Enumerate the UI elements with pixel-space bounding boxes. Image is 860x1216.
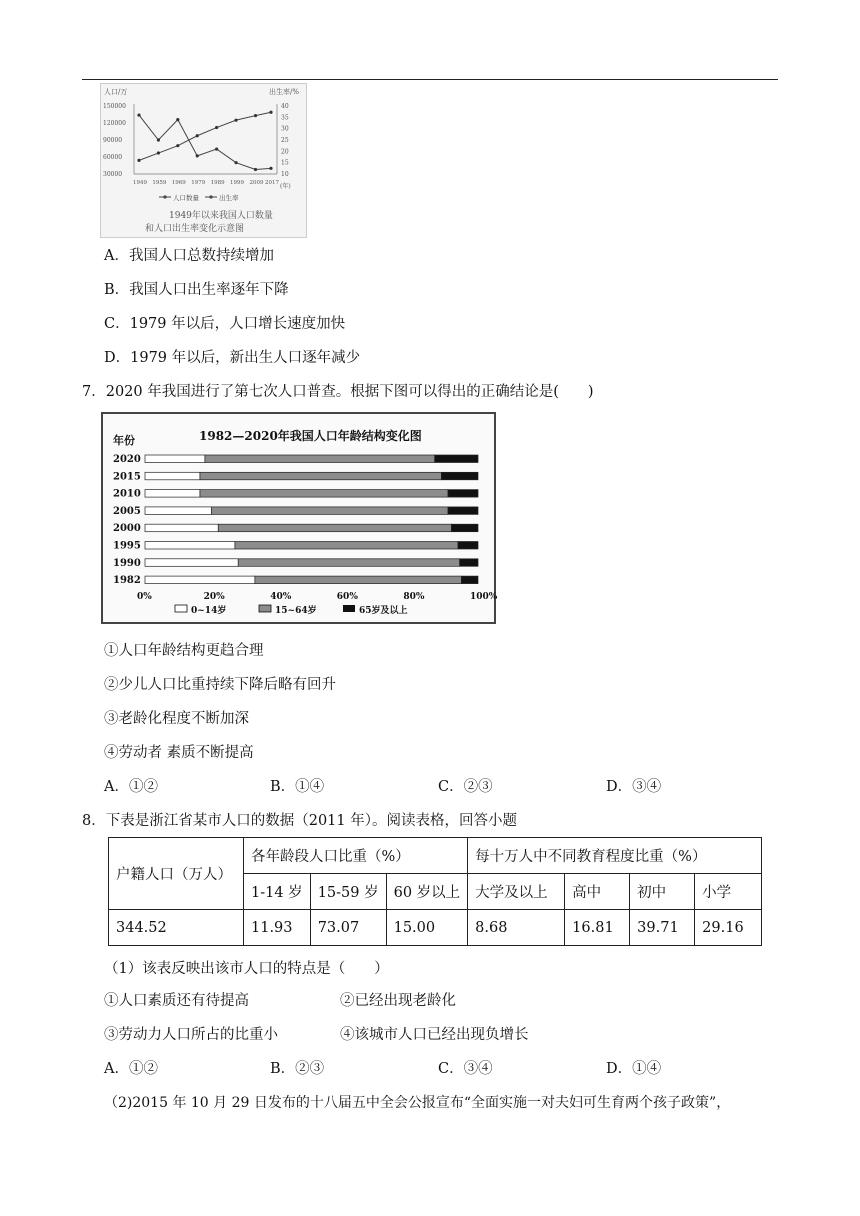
left-tick-label: 150000: [103, 103, 126, 110]
th-edu-university: 大学及以上: [468, 874, 565, 910]
q6-option-c: C．1979 年以后，人口增长速度加快: [104, 316, 346, 332]
left-tick-label: 90000: [103, 137, 123, 144]
x-tick-label: 2017: [265, 180, 279, 186]
category-label: 2020: [113, 454, 141, 465]
series-line-birthrate: [139, 115, 271, 169]
category-label: 2000: [113, 523, 141, 535]
q8-option-a: A．①②: [104, 1061, 158, 1077]
x-tick-label: 0%: [137, 592, 152, 602]
population-point: [254, 114, 257, 117]
bar-segment-elderly: [448, 490, 478, 498]
age-structure-chart: [101, 412, 496, 624]
cell-edu-middle-school: 39.71: [630, 910, 695, 946]
right-axis-label: 出生率/%: [269, 88, 300, 96]
bar-segment-young: [145, 472, 200, 480]
bar-segment-elderly: [435, 455, 478, 463]
bar-segment-working: [200, 490, 448, 498]
bar-segment-young: [145, 524, 218, 532]
left-tick-label: 120000: [103, 120, 126, 127]
bar-segment-elderly: [461, 576, 478, 584]
x-tick-label: 80%: [403, 592, 425, 602]
population-birthrate-svg: [101, 84, 306, 237]
bar-segment-elderly: [441, 472, 478, 480]
right-tick-label: 10: [281, 171, 289, 178]
category-label: 1995: [113, 540, 141, 552]
bar-segment-working: [238, 559, 459, 567]
cell-age-1-14: 11.93: [244, 910, 311, 946]
birthrate-point: [157, 138, 160, 141]
th-edu-middle-school: 初中: [630, 874, 695, 910]
birthrate-point: [215, 147, 218, 150]
bar-segment-elderly: [460, 559, 478, 567]
q8-option-c: C．③④: [438, 1061, 493, 1077]
population-point: [176, 144, 179, 147]
caption-line-1: 1949年以来我国人口数量: [169, 211, 273, 221]
q7-statement-2: ②少儿人口比重持续下降后略有回升: [104, 677, 336, 693]
population-birthrate-chart: [100, 83, 307, 238]
legend-birthrate: 出生率: [219, 194, 239, 202]
bar-segment-young: [145, 559, 238, 567]
bar-segment-young: [145, 455, 205, 463]
q8-option-d: D．①④: [606, 1061, 662, 1077]
q7-statement-3: ③老龄化程度不断加深: [104, 711, 249, 727]
bar-segment-young: [145, 507, 212, 515]
birthrate-point: [137, 113, 140, 116]
cell-edu-high-school: 16.81: [565, 910, 630, 946]
th-edu-primary: 小学: [695, 874, 762, 910]
y-axis-label: 年份: [113, 434, 135, 447]
bar-segment-working: [212, 507, 448, 515]
q7-option-b: B．①④: [270, 779, 325, 795]
birthrate-point: [234, 161, 237, 164]
q8-sub2: （2)2015 年 10 月 29 日发布的十八届五中全会公报宣布“全面实施一对夫妇可生育两个孩子政策”，: [104, 1095, 731, 1111]
cell-edu-primary: 29.16: [695, 910, 762, 946]
th-population: 户籍人口（万人）: [109, 838, 244, 910]
x-tick-label: 2009: [249, 180, 264, 186]
birthrate-point: [196, 154, 199, 157]
birthrate-point: [176, 118, 179, 121]
q6-option-b: B．我国人口出生率逐年下降: [104, 282, 289, 298]
age-structure-svg: [103, 414, 498, 622]
q8-option-b: B．②③: [270, 1061, 325, 1077]
caption-line-2: 和人口出生率变化示意图: [145, 224, 245, 234]
category-label: 1990: [113, 557, 141, 569]
category-label: 1982: [113, 575, 141, 587]
population-point: [234, 119, 237, 122]
legend-young: 0~14岁: [191, 606, 227, 616]
q7-stem: 7．2020 年我国进行了第七次人口普查。根据下图可以得出的正确结论是( ): [82, 384, 594, 400]
bar-segment-young: [145, 576, 255, 584]
population-point: [215, 126, 218, 129]
bar-segment-young: [145, 490, 200, 498]
bar-segment-elderly: [451, 524, 478, 532]
population-point: [137, 159, 140, 162]
x-tick-label: 60%: [336, 592, 358, 602]
q7-option-a: A．①②: [104, 779, 158, 795]
population-point: [196, 134, 199, 137]
right-tick-label: 25: [281, 137, 289, 144]
bar-segment-working: [255, 576, 461, 584]
q8-statement-1: ①人口素质还有待提高: [104, 993, 249, 1009]
th-age-share: 各年龄段人口比重（%）: [244, 838, 468, 874]
population-point: [269, 111, 272, 114]
q7-statement-1: ①人口年龄结构更趋合理: [104, 643, 264, 659]
birthrate-point: [269, 167, 272, 170]
chart-title: 1982—2020年我国人口年龄结构变化图: [199, 429, 422, 443]
q7-option-c: C．②③: [438, 779, 493, 795]
right-tick-label: 35: [281, 114, 289, 122]
th-age-60-plus: 60 岁以上: [386, 874, 468, 910]
q8-statement-3: ③劳动力人口所占的比重小: [104, 1027, 278, 1043]
x-tick-label: 1959: [152, 180, 167, 186]
category-label: 2010: [113, 488, 141, 500]
cell-population: 344.52: [109, 910, 244, 946]
right-tick-label: 40: [281, 103, 289, 110]
bar-segment-working: [200, 472, 441, 480]
q8-sub1: （1）该表反映出该市人口的特点是（ ）: [104, 961, 389, 977]
right-tick-label: 30: [281, 125, 289, 133]
left-tick-label: 30000: [103, 171, 123, 178]
x-tick-label: 1989: [210, 180, 225, 186]
bar-segment-young: [145, 542, 235, 550]
birthrate-point: [254, 168, 257, 171]
legend-working: 15~64岁: [275, 606, 317, 616]
bar-segment-working: [205, 455, 435, 463]
left-tick-label: 60000: [103, 154, 123, 161]
header-rule: [82, 79, 778, 80]
population-point: [157, 151, 160, 154]
right-tick-label: 20: [281, 148, 289, 156]
th-age-15-59: 15-59 岁: [310, 874, 386, 910]
left-axis-label: 人口/万: [104, 88, 128, 96]
bar-segment-elderly: [448, 507, 478, 515]
cell-edu-university: 8.68: [468, 910, 565, 946]
q6-option-a: A．我国人口总数持续增加: [104, 248, 274, 264]
x-tick-label: 1969: [171, 180, 186, 186]
bar-segment-working: [235, 542, 458, 550]
cell-age-15-59: 73.07: [310, 910, 386, 946]
legend-elderly: 65岁及以上: [359, 606, 408, 616]
right-tick-label: 15: [281, 159, 289, 167]
x-unit: (年): [280, 183, 291, 190]
x-tick-label: 40%: [270, 592, 292, 602]
th-edu-high-school: 高中: [565, 874, 630, 910]
bar-segment-working: [218, 524, 451, 532]
cell-age-60-plus: 15.00: [386, 910, 468, 946]
category-label: 2005: [113, 505, 141, 517]
q8-statement-2: ②已经出现老龄化: [340, 993, 456, 1009]
th-education-share: 每十万人中不同教育程度比重（%）: [468, 838, 762, 874]
q7-statement-4: ④劳动者 素质不断提高: [104, 745, 254, 761]
th-age-1-14: 1-14 岁: [244, 874, 311, 910]
category-label: 2015: [113, 471, 141, 483]
x-tick-label: 1999: [230, 180, 245, 186]
q7-option-d: D．③④: [606, 779, 662, 795]
x-tick-label: 1949: [133, 180, 147, 186]
x-tick-label: 100%: [470, 592, 498, 602]
table-row: [109, 910, 762, 946]
x-tick-label: 20%: [203, 592, 225, 602]
q6-option-d: D．1979 年以后，新出生人口逐年减少: [104, 350, 361, 366]
x-tick-label: 1979: [191, 180, 206, 186]
q8-statement-4: ④该城市人口已经出现负增长: [340, 1027, 529, 1043]
bar-segment-elderly: [458, 542, 478, 550]
legend-population: 人口数量: [173, 194, 199, 202]
q8-stem: 8．下表是浙江省某市人口的数据（2011 年）。阅读表格，回答小题: [82, 813, 517, 829]
population-data-table: [108, 837, 762, 946]
